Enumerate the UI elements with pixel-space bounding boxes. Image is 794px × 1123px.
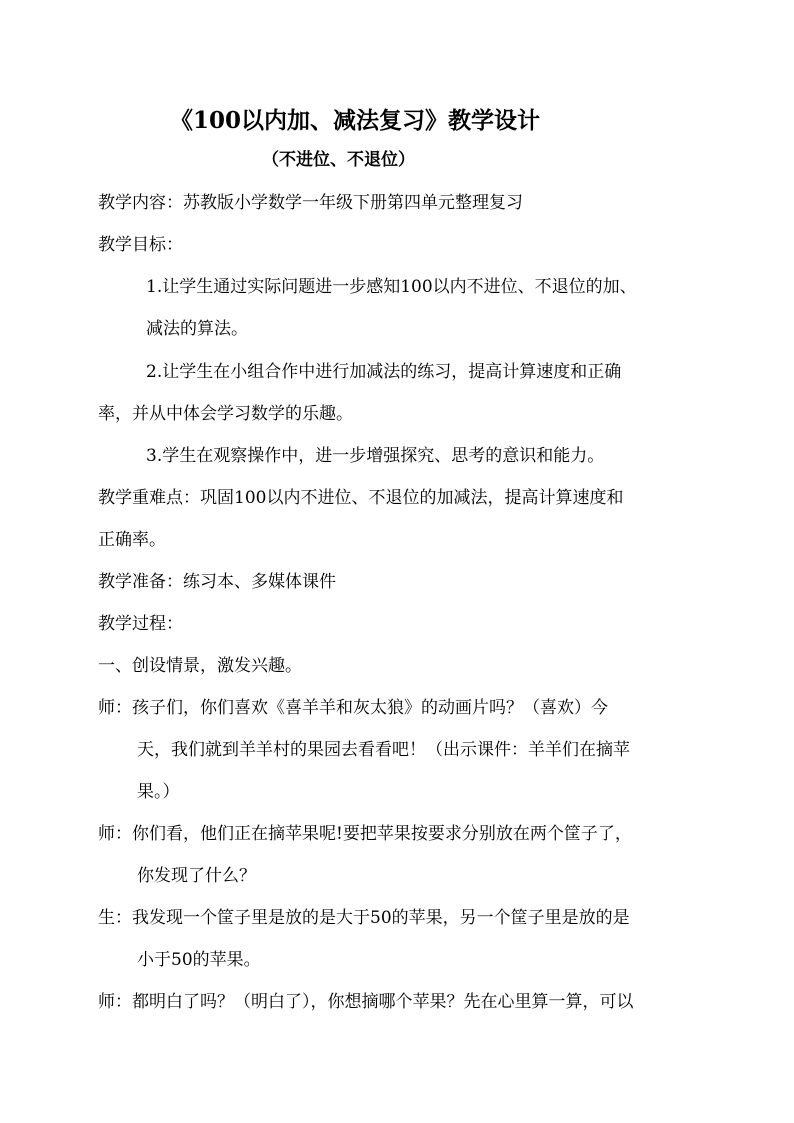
- student-line-2: 小于50的苹果。: [137, 950, 261, 970]
- goal-1-line-1: 1.让学生通过实际问题进一步感知100以内不进位、不退位的加、: [146, 277, 637, 297]
- key-points-line-2: 正确率。: [98, 530, 166, 550]
- teacher-line-3: 果。）: [137, 782, 180, 802]
- doc-subtitle: （不进位、不退位）: [262, 150, 415, 170]
- goal-1-line-2: 减法的算法。: [146, 319, 248, 339]
- teaching-content: 教学内容：苏教版小学数学一年级下册第四单元整理复习: [98, 193, 523, 213]
- goals-heading: 教学目标：: [98, 235, 183, 255]
- key-points-line-1: 教学重难点：巩固100以内不进位、不退位的加减法，提高计算速度和: [98, 488, 624, 508]
- goal-3: 3.学生在观察操作中，进一步增强探究、思考的意识和能力。: [146, 446, 605, 466]
- goal-2-line-1: 2.让学生在小组合作中进行加减法的练习，提高计算速度和正确: [146, 362, 622, 382]
- teaching-prep: 教学准备：练习本、多媒体课件: [98, 572, 336, 592]
- teacher2-line-2: 你发现了什么？: [137, 866, 256, 886]
- teacher2-line-1: 师：你们看，他们正在摘苹果呢!要把苹果按要求分别放在两个筐子了，: [98, 824, 632, 844]
- teacher-line-1: 师：孩子们，你们喜欢《喜羊羊和灰太狼》的动画片吗？（喜欢）今: [98, 698, 608, 718]
- section-1-heading: 一、创设情景，激发兴趣。: [98, 656, 302, 676]
- teacher3-line-1: 师：都明白了吗？（明白了），你想摘哪个苹果？先在心里算一算，可以: [98, 992, 634, 1012]
- student-line-1: 生：我发现一个筐子里是放的是大于50的苹果，另一个筐子里是放的是: [98, 908, 630, 928]
- doc-title: 《100以内加、减法复习》教学设计: [170, 107, 541, 134]
- process-heading: 教学过程：: [98, 614, 183, 634]
- goal-2-line-2: 率，并从中体会学习数学的乐趣。: [98, 404, 353, 424]
- teacher-line-2: 天，我们就到羊羊村的果园去看看吧！（出示课件：羊羊们在摘苹: [137, 740, 630, 760]
